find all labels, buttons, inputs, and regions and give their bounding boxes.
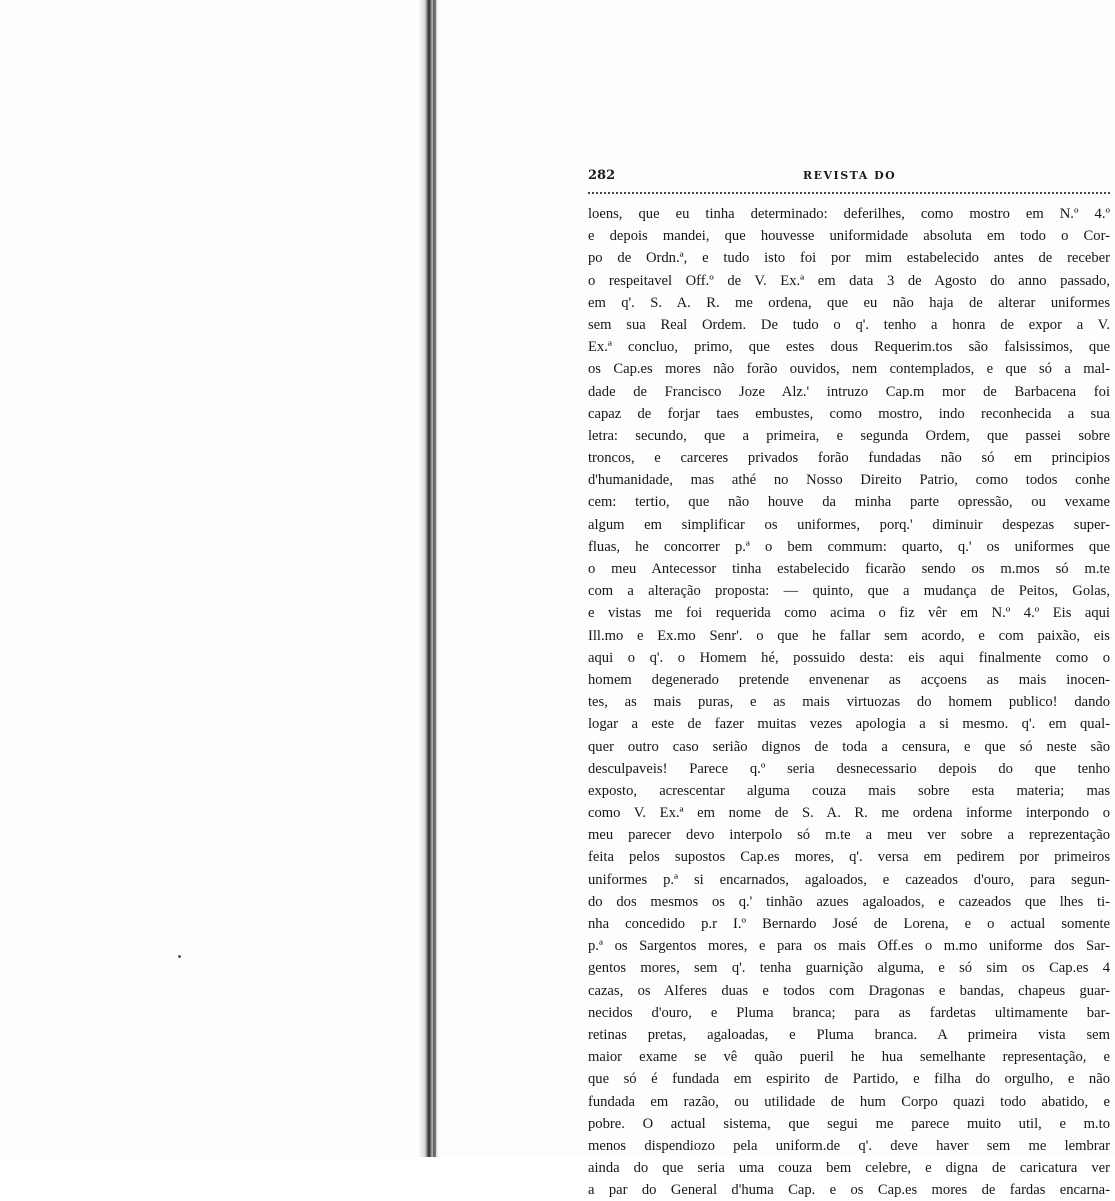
text-line: feita pelos supostos Cap.es mores, q'. versa em pedirem por primeiros [588,849,1110,866]
text-line: maior exame se vê quão pueril he hua semelhante representação, e [588,1049,1110,1066]
text-line: meu parecer devo interpolo só m.te a meu ver sobre a reprezentação [588,827,1110,844]
text-line: logar a este de fazer muitas vezes apologia a si mesmo. q'. em qual- [588,716,1110,733]
text-line: que só é fundada em espirito de Partido, e filha do orgulho, e não [588,1071,1110,1088]
text-line: tes, as mais puras, e as mais virtuozas do homem publico! dando [588,694,1110,711]
text-line: po de Ordn.ª, e tudo isto foi por mim estabelecido antes de receber [588,250,1110,267]
text-line: Ill.mo e Ex.mo Senr'. o que he fallar sem acordo, e com paixão, eis [588,627,1110,644]
text-line: homem degenerado pretende envenenar as acçoens as mais inocen- [588,671,1110,688]
page-header [588,168,1110,192]
text-line: Ex.ª concluo, primo, que estes dous Requerim.tos são falsissimos, que [588,339,1110,356]
text-line: em q'. S. A. R. me ordena, que eu não haja de alterar uniformes [588,294,1110,311]
text-line: como V. Ex.ª em nome de S. A. R. me ordena informe interpondo o [588,805,1110,822]
text-line: fluas, he concorrer p.ª o bem commum: quarto, q.' os uniformes que [588,538,1110,555]
text-line: letra: secundo, que a primeira, e segunda Ordem, que passei sobre [588,427,1110,444]
left-blank-page [0,0,425,1157]
text-line: troncos, e carceres privados forão fundadas não só em principios [588,450,1110,467]
text-line: pobre. O actual sistema, que segui me parece muito util, e m.to [588,1115,1110,1132]
text-line: fundada em razão, ou utilidade de hum Corpo quazi todo abatido, e [588,1093,1110,1110]
text-line: sem sua Real Ordem. De tudo o q'. tenho a honra de expor a V. [588,316,1110,333]
text-line: o meu Antecessor tinha estabelecido ficarão sendo os m.mos só m.te [588,561,1110,577]
text-line: cazas, os Alferes duas e todos com Dragonas e bandas, chapeus guar- [588,982,1110,999]
header-rule [588,192,1110,194]
page-number: 282 [588,168,616,183]
running-head: REVISTA DO [803,169,897,182]
text-line: nha concedido p.r I.º Bernardo José de Lorena, e o actual somente [588,916,1110,932]
text-line: dade de Francisco Joze Alz.' intruzo Cap.m mor de Barbacena foi [588,383,1110,400]
scan-speck [178,955,181,958]
text-line: p.ª os Sargentos mores, e para os mais Off.es o m.mo uniforme dos Sar- [588,938,1110,955]
text-line: exposto, acrescentar alguma couza mais sobre esta materia; mas [588,782,1110,799]
text-line: e depois mandei, que houvesse uniformidade absoluta em todo o Cor- [588,228,1110,245]
text-line: do dos mesmos os q.' tinhão azues agaloados, e cazeados que lhes ti- [588,893,1110,910]
text-line: d'humanidade, mas athé no Nosso Direito Patrio, como todos conhe [588,472,1110,489]
text-line: o respeitavel Off.º de V. Ex.ª em data 3 de Agosto do anno passado, [588,272,1110,289]
body-text [588,203,1110,1201]
text-line: loens, que eu tinha determinado: deferilhes, como mostro em N.º 4.º [588,206,1110,222]
gutter-shadow-line [433,0,436,1157]
text-line: menos dispendiozo pela uniform.de q'. deve haver sem me lembrar [588,1137,1110,1154]
text-line: os Cap.es mores não forão ouvidos, nem contemplados, e que só a mal- [588,361,1110,378]
text-line: algum em simplificar os uniformes, porq.' diminuir despezas super- [588,516,1110,533]
text-line: com a alteração proposta: — quinto, que a mudança de Peitos, Golas, [588,583,1110,600]
text-line: a par do General d'huma Cap. e os Cap.es mores de fardas encarna- [588,1182,1110,1199]
text-line: desculpaveis! Parece q.º seria desnecessario depois do que tenho [588,760,1110,777]
text-line: ainda do que seria uma couza bem celebre, e digna de caricatura ver [588,1160,1110,1177]
text-line: gentos mores, sem q'. tenha guarnição alguma, e só sim os Cap.es 4 [588,960,1110,977]
text-line: quer outro caso serião dignos de toda a censura, e que só neste são [588,738,1110,755]
text-line: necidos d'ouro, e Pluma branca; para as fardetas ultimamente bar- [588,1004,1110,1021]
text-line: e vistas me foi requerida como acima o fiz vêr em N.º 4.º Eis aqui [588,605,1110,622]
right-page [440,0,1115,1199]
text-line: cem: tertio, que não houve da minha parte opressão, ou vexame [588,494,1110,511]
text-line: capaz de forjar taes embustes, como mostro, indo reconhecida a sua [588,405,1110,422]
text-line: aqui o q'. o Homem hé, possuido desta: eis aqui finalmente como o [588,649,1110,666]
text-line: uniformes p.ª si encarnados, agaloados, e cazeados d'ouro, para segun- [588,871,1110,888]
text-line: retinas pretas, agaloadas, e Pluma branca. A primeira vista sem [588,1026,1110,1043]
